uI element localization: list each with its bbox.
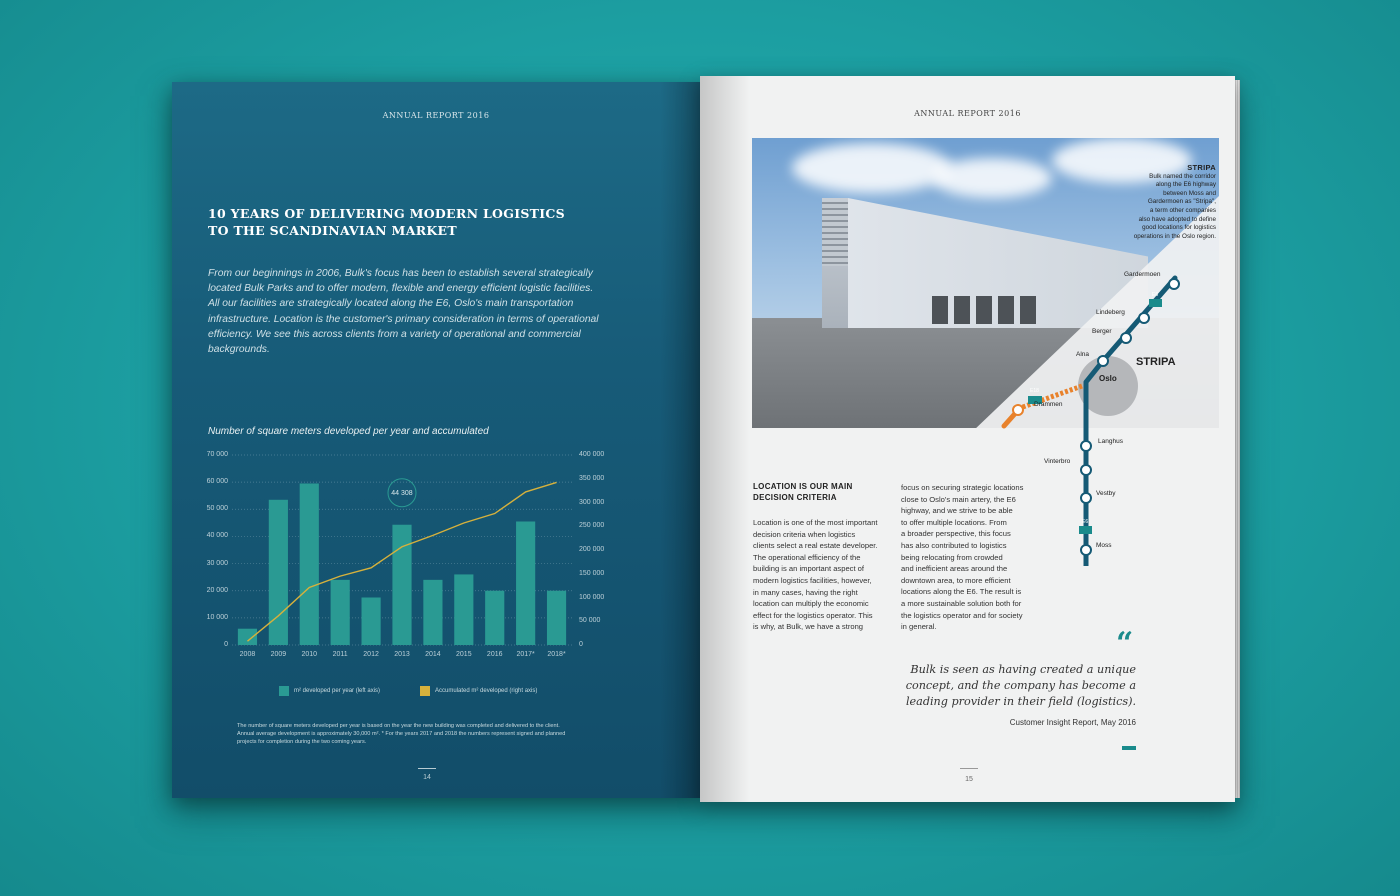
stripa-line: between Moss and: [1163, 189, 1216, 197]
left-page: [172, 82, 700, 798]
y-tick-left: 30 000: [206, 559, 228, 567]
y-tick-right: 400 000: [579, 451, 605, 458]
column-line: Location is one of the most important: [753, 518, 878, 527]
y-tick-right: 350 000: [579, 474, 605, 482]
map-stop-drammen: [1013, 405, 1023, 415]
x-tick: 2012: [363, 651, 379, 658]
right-page-header: ANNUAL REPORT 2016: [914, 109, 1021, 118]
left-gutter-shading: [660, 82, 700, 798]
stripa-description: [1080, 164, 1216, 241]
map-label-drammen: Drammen: [1034, 401, 1063, 408]
chart-footnote: The number of square meters developed per year is based on the year the new building was completed and delivered to the client. Annual average development is approximately 30,000 m². * For the years 2017 and 2018 the numbers represent signed and planned projects for completion during the two coming years.: [237, 723, 566, 745]
column-line: is why, at Bulk, we have a strong: [753, 622, 864, 632]
map-label-alna: Alna: [1076, 351, 1090, 358]
legend-swatch-bars: [279, 686, 289, 696]
column-line: has also contributed to logistics: [901, 540, 1007, 550]
column-line: focus on securing strategic locations: [901, 483, 1024, 492]
right-page: [700, 76, 1235, 802]
page-number-rule-left: [418, 768, 436, 769]
legend-label-bars: m² developed per year (left axis): [294, 688, 381, 694]
column-line: The operational efficiency of the: [753, 552, 861, 562]
y-tick-right: 50 000: [579, 617, 601, 625]
column-line: modern logistics facilities, however,: [753, 575, 872, 585]
column-line: the logistics operator and for society: [901, 610, 1023, 620]
bar-2009: [269, 500, 288, 645]
column-line: in many cases, having the right: [753, 587, 858, 597]
map-stop-lindeberg: [1139, 313, 1149, 323]
y-tick-left: 70 000: [206, 451, 228, 458]
title-line-1: 10 YEARS OF DELIVERING MODERN LOGISTICS: [208, 206, 566, 221]
map-label-langhus: Langhus: [1098, 438, 1123, 445]
column-line: to offer multiple locations. From: [901, 517, 1007, 527]
column-line: a broader perspective, this focus: [901, 529, 1011, 539]
annotation-label: 44 308: [391, 490, 413, 498]
column-line: clients select a real estate developer.: [753, 541, 878, 551]
stripa-line: operations in the Oslo region.: [1133, 232, 1216, 240]
section-title-line-2: DECISION CRITERIA: [753, 493, 837, 502]
stripa-line: Bulk named the corridor: [1149, 172, 1216, 180]
x-tick: 2009: [270, 651, 287, 658]
y-tick-right: 100 000: [579, 593, 605, 601]
x-tick: 2017*: [516, 651, 535, 658]
map-label-lindeberg: Lindeberg: [1096, 309, 1125, 316]
teal-accent-dash: [1122, 746, 1136, 750]
bar-2013: [392, 525, 411, 645]
e6-badge-bottom: [1079, 526, 1092, 534]
map-stop-berger: [1121, 333, 1131, 343]
page-number-right: 15: [965, 776, 973, 783]
y-tick-right: 0: [579, 641, 583, 648]
text-column-2: [901, 482, 1023, 633]
y-tick-left: 50 000: [206, 505, 228, 513]
map-label-gardermoen: Gardermoen: [1124, 271, 1161, 278]
left-page-header: ANNUAL REPORT 2016: [382, 111, 490, 120]
e18-badge-label: E18: [1030, 388, 1039, 394]
e6-route-line: [1086, 278, 1175, 566]
stripa-line: also have adopted to define: [1138, 215, 1216, 223]
y-tick-left: 0: [224, 641, 228, 648]
page-number-rule-right: [960, 768, 978, 769]
x-tick: 2016: [486, 651, 503, 658]
warehouse-stripes: [822, 202, 848, 266]
x-tick: 2010: [301, 651, 318, 658]
map-label-oslo: Oslo: [1099, 374, 1117, 383]
page-number-left: 14: [423, 774, 431, 781]
bar-line-chart: [232, 452, 582, 662]
stripa-line: good locations for logistics: [1142, 224, 1216, 232]
y-tick-left: 40 000: [206, 532, 228, 540]
column-line: effect for the logistics operator. This: [753, 610, 873, 620]
intro-paragraph: From our beginnings in 2006, Bulk's focus has been to establish several strategically located Bulk Parks and to offer modern, flexible and energy efficient logistic facilities. All our facilities are strategically located along the E6, Oslo's main transportation infrastructure. Location is the customer's primary consideration in terms of operational efficiency. We see this across clients from a variety of operational and commercial backgrounds.: [208, 268, 599, 356]
section-title: [753, 481, 853, 503]
map-label-moss: Moss: [1096, 542, 1112, 549]
quote-line: concept, and the company has become a: [905, 679, 1136, 692]
bar-2010: [300, 484, 319, 646]
column-line: building is an important aspect of: [753, 564, 865, 574]
loading-dock: [954, 296, 970, 324]
column-line: decision criteria when logistics: [753, 529, 856, 539]
column-line: highway, and we strive to be able: [901, 506, 1013, 516]
column-line: locations along the E6. The result is: [901, 587, 1022, 597]
column-line: close to Oslo's main artery, the E6: [901, 494, 1016, 504]
y-tick-right: 300 000: [579, 498, 605, 506]
x-tick: 2018*: [547, 651, 566, 658]
map-label-berger: Berger: [1092, 328, 1112, 335]
bar-2014: [423, 580, 442, 645]
x-tick: 2015: [456, 651, 472, 658]
map-stop-alna: [1098, 356, 1108, 366]
bar-2015: [454, 574, 473, 645]
map-label-vestby: Vestby: [1096, 490, 1116, 497]
bar-2016: [485, 591, 504, 645]
column-line: location can multiply the economic: [753, 599, 869, 609]
stripa-line: a term other companies: [1149, 206, 1216, 214]
quote-line: Bulk is seen as having created a unique: [910, 663, 1136, 676]
map-stop-gardermoen: [1169, 279, 1179, 289]
right-gutter-shading: [700, 76, 750, 802]
x-tick: 2014: [425, 651, 441, 658]
section-title-line-1: LOCATION IS OUR MAIN: [753, 482, 853, 491]
column-line: in general.: [901, 622, 937, 632]
quote-source: Customer Insight Report, May 2016: [1009, 718, 1136, 727]
y-tick-right: 150 000: [579, 569, 605, 577]
title-line-2: TO THE SCANDINAVIAN MARKET: [208, 223, 457, 238]
map-label-vinterbro: Vinterbro: [1044, 458, 1071, 465]
quote-mark: “: [1116, 626, 1134, 661]
pull-quote: [900, 662, 1136, 710]
photo-cloud: [932, 158, 1052, 198]
column-line: and inefficient areas around the: [901, 564, 1008, 574]
bar-2018*: [547, 591, 566, 645]
quote-line: leading provider in their field (logistics).: [905, 695, 1136, 708]
stripa-line: along the E6 highway: [1155, 181, 1216, 189]
bar-2017*: [516, 522, 535, 646]
bar-2011: [331, 580, 350, 645]
e6-badge-top: [1149, 299, 1162, 307]
y-tick-left: 60 000: [206, 478, 228, 486]
legend-swatch-line: [420, 686, 430, 696]
text-column-1: [753, 517, 878, 633]
x-tick: 2011: [332, 651, 348, 658]
bar-2008: [238, 629, 257, 645]
map-stop-langhus: [1081, 441, 1091, 451]
map-stop-vestby: [1081, 493, 1091, 503]
map-label-stripa: STRIPA: [1136, 356, 1176, 368]
bar-2012: [362, 598, 381, 646]
y-tick-left: 20 000: [206, 586, 228, 594]
column-line: being relocating from crowded: [901, 552, 1003, 562]
e6-badge-label: E6: [1152, 292, 1159, 298]
map-stop-vinterbro: [1081, 465, 1091, 475]
y-tick-right: 200 000: [579, 546, 605, 553]
column-line: downtown area, to more efficient: [901, 575, 1011, 585]
y-tick-left: 10 000: [206, 613, 228, 621]
x-tick: 2008: [239, 651, 256, 658]
x-tick: 2013: [394, 651, 410, 658]
legend-label-line: Accumulated m² developed (right axis): [435, 688, 538, 694]
chart-title: Number of square meters developed per year and accumulated: [208, 426, 489, 437]
stripa-heading: STRIPA: [1187, 163, 1216, 172]
stripa-line: Gardermoen as "Stripa",: [1147, 198, 1216, 206]
y-tick-right: 250 000: [579, 522, 605, 530]
column-line: a more sustainable solution both for: [901, 598, 1022, 608]
photo-cloud: [792, 143, 952, 193]
map-stop-moss: [1081, 545, 1091, 555]
left-page-title: [208, 205, 565, 239]
e6-badge-label-bottom: E6: [1082, 519, 1089, 525]
loading-dock: [932, 296, 948, 324]
